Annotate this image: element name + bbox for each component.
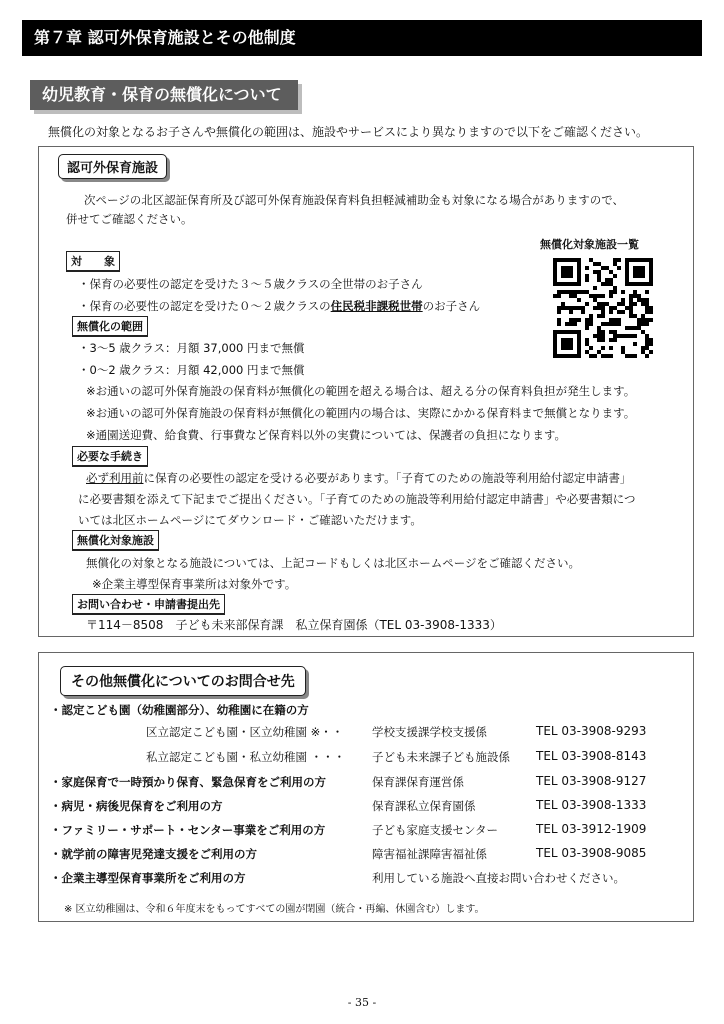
target-line-2 <box>78 298 480 314</box>
qr-module <box>593 354 597 358</box>
qr-module <box>609 294 613 298</box>
qr-module <box>569 310 573 314</box>
contact-row <box>50 749 690 769</box>
procedure-emphasis: 必ず利用前 <box>86 471 144 485</box>
qr-module <box>649 310 653 314</box>
facility-label: 無償化対象施設 <box>72 530 159 551</box>
intro-text: 無償化の対象となるお子さんや無償化の範囲は、施設やサービスにより異なりますので以下をご確認ください。 <box>48 125 649 139</box>
qr-module <box>577 318 581 322</box>
contact-row <box>50 774 690 794</box>
procedure-line-2: に必要書類を添えて下記までご提出ください。「子育てのための施設等利用給付認定申請書」や必要書類につ <box>78 492 636 506</box>
qr-module <box>617 322 621 326</box>
scope-label: 無償化の範囲 <box>72 316 148 337</box>
qr-caption: 無償化対象施設一覧 <box>540 238 639 251</box>
qr-module <box>633 302 637 306</box>
qr-module <box>577 354 581 358</box>
procedure-line-1 <box>86 470 631 486</box>
section-title: 幼児教育・保育の無償化について <box>30 80 298 110</box>
qr-module <box>589 322 593 326</box>
chapter-title: 第７章 認可外保育施設とその他制度 <box>22 20 702 56</box>
procedure-line-3: いては北区ホームページにてダウンロード・ご確認いただけます。 <box>78 513 422 527</box>
contact-row-department: 障害福祉課障害福祉係 <box>372 847 487 861</box>
contact-row-department: 利用している施設へ直接お問い合わせください。 <box>372 871 625 885</box>
qr-module <box>577 298 581 302</box>
qr-module <box>573 322 577 326</box>
contact-row-name: ・病児・病後児保育をご利用の方 <box>50 799 223 813</box>
target-line-1: ・保育の必要性の認定を受けた３～５歳クラスの全世帯のお子さん <box>78 277 423 291</box>
contact-row-phone: TEL 03-3908-9293 <box>536 724 647 738</box>
qr-module <box>649 282 653 286</box>
contact-row <box>50 870 690 890</box>
qr-module <box>569 346 573 350</box>
qr-module <box>645 354 649 358</box>
note-line-1: ※お通いの認可外保育施設の保育料が無償化の範囲を超える場合は、超える分の保育料負担が発生します。 <box>86 384 636 398</box>
contact-row-name: ・就学前の障害児発達支援をご利用の方 <box>50 847 257 861</box>
contact-row <box>50 724 690 744</box>
qr-module <box>621 310 625 314</box>
qr-module <box>617 258 621 262</box>
qr-module <box>589 346 593 350</box>
scope-line-2: ・0～2 歳クラス：月額 42,000 円まで無償 <box>78 363 305 377</box>
procedure-label: 必要な手続き <box>72 446 148 467</box>
qr-module <box>645 290 649 294</box>
qr-module <box>601 338 605 342</box>
contact-row-phone: TEL 03-3908-8143 <box>536 749 647 763</box>
qr-module <box>601 346 605 350</box>
contact-row-phone: TEL 03-3908-9127 <box>536 774 647 788</box>
contact-row-phone: TEL 03-3912-1909 <box>536 822 647 836</box>
qr-module <box>581 310 585 314</box>
target-label: 対 象 <box>66 251 120 272</box>
qr-module <box>585 326 589 330</box>
qr-module <box>609 354 613 358</box>
qr-module <box>641 274 645 278</box>
facility-line-2: ※企業主導型保育事業所は対象外です。 <box>92 577 297 591</box>
qr-module <box>585 278 589 282</box>
qr-module <box>593 286 597 290</box>
qr-module <box>649 342 653 346</box>
qr-code-image[interactable] <box>552 258 654 358</box>
target-line-2-pre: ・保育の必要性の認定を受けた０～２歳クラスの <box>78 299 331 313</box>
qr-module <box>645 322 649 326</box>
contact-row-phone: TEL 03-3908-9085 <box>536 846 647 860</box>
contact-row-name: ・認定こども園（幼稚園部分）、幼稚園に在籍の方 <box>50 703 309 717</box>
contact-row-phone: TEL 03-3908-1333 <box>536 798 647 812</box>
qr-module <box>585 266 589 270</box>
qr-module <box>621 290 625 294</box>
qr-module <box>613 338 617 342</box>
qr-module <box>609 346 613 350</box>
contact-label: お問い合わせ・申請書提出先 <box>72 594 225 615</box>
procedure-line-1-rest: に保育の必要性の認定を受ける必要があります。「子育てのための施設等利用給付認定申請書」 <box>143 471 632 485</box>
scope-line-1: ・3～5 歳クラス：月額 37,000 円まで無償 <box>78 341 305 355</box>
footnote: ※ 区立幼稚園は、令和６年度末をもってすべての園が閉園（統合・再編、休園含む）します。 <box>64 904 485 915</box>
qr-module <box>557 322 561 326</box>
facility-line-1: 無償化の対象となる施設については、上記コードもしくは北区ホームページをご確認ください。 <box>86 556 581 570</box>
contact-row <box>50 822 690 842</box>
qr-module <box>557 310 561 314</box>
contact-row-department: 学校支援課学校支援係 <box>372 725 487 739</box>
contact-row <box>50 702 690 722</box>
contact-row-name: ・ファミリー・サポート・センター事業をご利用の方 <box>50 823 326 837</box>
contact-row-department: 子ども未来課子ども施設係 <box>372 750 510 764</box>
qr-module <box>649 318 653 322</box>
contact-row-name: 私立認定こども園・私立幼稚園 ・・・ <box>146 750 346 764</box>
qr-module <box>557 294 561 298</box>
qr-module <box>569 274 573 278</box>
target-line-2-emphasis: 住民税非課税世帯 <box>330 299 423 313</box>
qr-module <box>577 282 581 286</box>
contact-line: 〒114－8508 子ども未来部保育課 私立保育園係（TEL 03-3908-1333） <box>86 618 502 632</box>
qr-module <box>633 354 637 358</box>
page-number: - 35 - <box>347 996 377 1009</box>
qr-module <box>609 310 613 314</box>
qr-module <box>601 314 605 318</box>
contact-row-name: ・企業主導型保育事業所をご利用の方 <box>50 871 246 885</box>
other-contacts-title: その他無償化についてのお問合せ先 <box>60 666 306 696</box>
contact-row-name: ・家庭保育で一時預かり保育、緊急保育をご利用の方 <box>50 775 326 789</box>
contact-row-name: 区立認定こども園・区立幼稚園 ※・・ <box>146 725 344 739</box>
unlicensed-desc-line-1: 次ページの北区認証保育所及び認可外保育施設保育料負担軽減補助金も対象になる場合がありますので、 <box>84 193 625 207</box>
qr-module <box>633 342 637 346</box>
qr-module <box>585 302 589 306</box>
qr-module <box>613 274 617 278</box>
note-line-2: ※お通いの認可外保育施設の保育料が無償化の範囲内の場合は、実際にかかる保育料まで無償となります。 <box>86 406 636 420</box>
contact-row <box>50 798 690 818</box>
qr-module <box>633 334 637 338</box>
unlicensed-desc-line-2: 併せてご確認ください。 <box>66 212 193 226</box>
contact-row <box>50 846 690 866</box>
contact-row-department: 保育課私立保育園係 <box>372 799 476 813</box>
note-line-3: ※通園送迎費、給食費、行事費など保育料以外の実費については、保護者の負担になります。 <box>86 428 566 442</box>
target-line-2-post: のお子さん <box>422 299 481 313</box>
contact-row-department: 保育課保育運営係 <box>372 775 464 789</box>
qr-module <box>601 294 605 298</box>
qr-module <box>613 290 617 294</box>
contact-row-department: 子ども家庭支援センター <box>372 823 499 837</box>
unlicensed-facility-title: 認可外保育施設 <box>58 154 167 179</box>
qr-module <box>617 266 621 270</box>
qr-module <box>649 350 653 354</box>
